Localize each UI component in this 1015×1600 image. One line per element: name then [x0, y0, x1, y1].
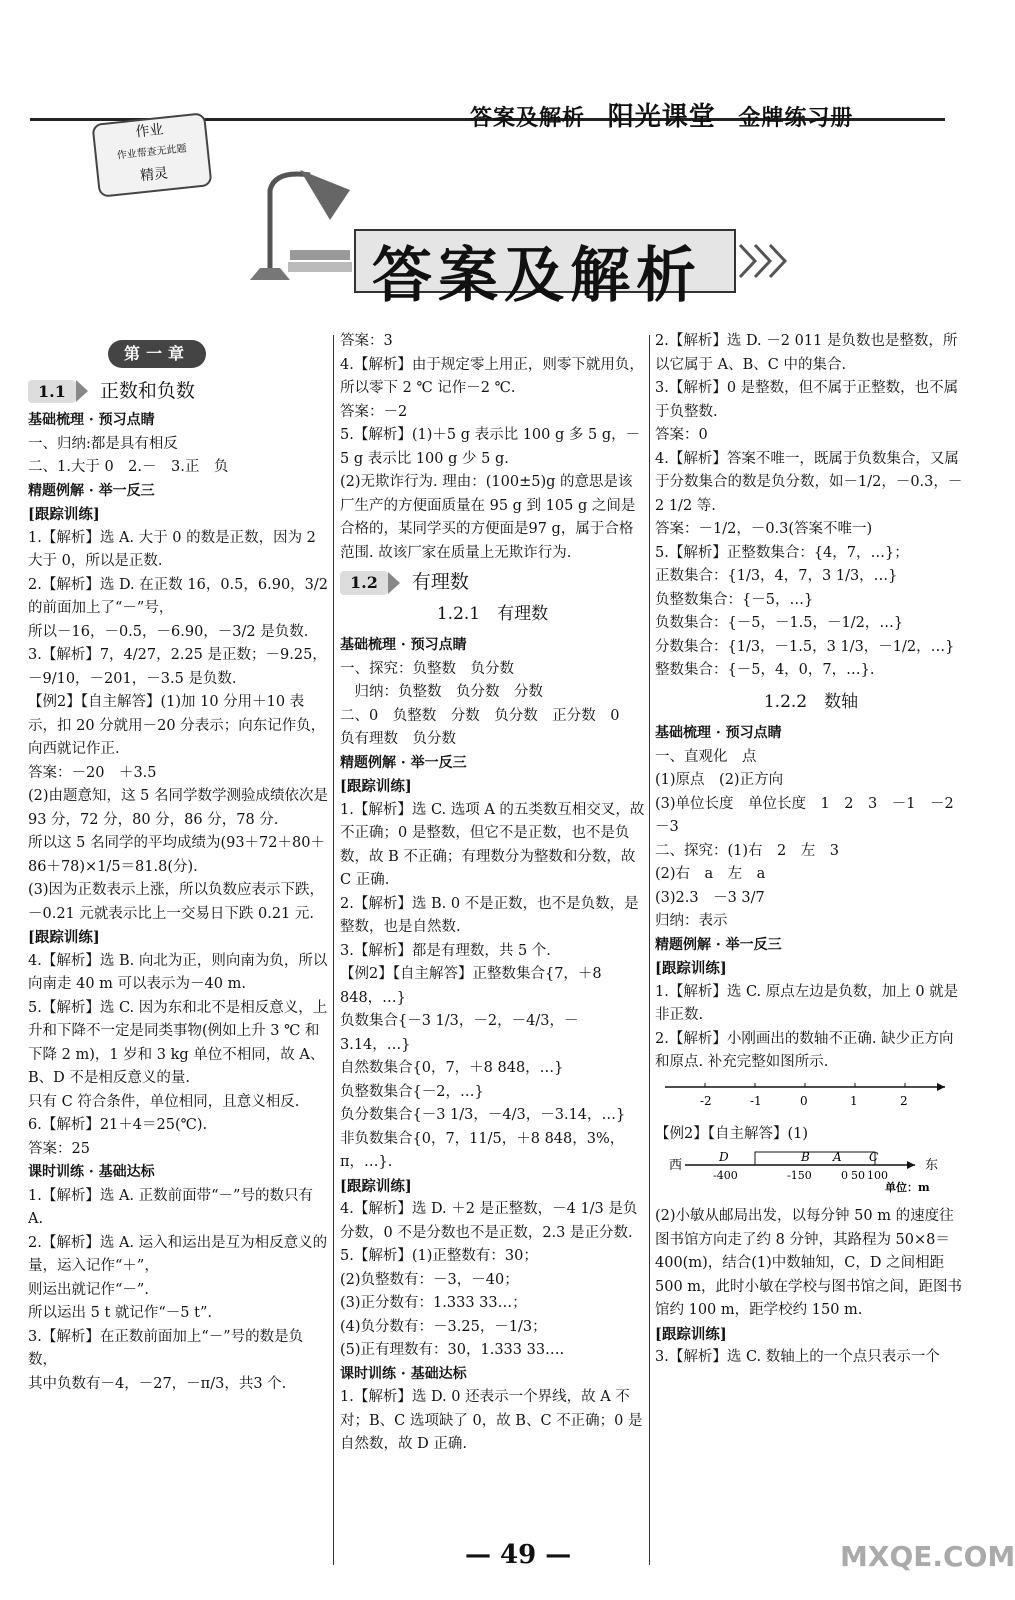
column-1 [28, 330, 328, 1396]
tick-label: -400 [713, 1168, 738, 1182]
point-label-a: A [833, 1149, 842, 1164]
answer-line: 其中负数有－4，－27，－π/3，共3 个. [28, 1375, 287, 1392]
logo-badge [91, 112, 212, 198]
subheading: 基础梳理 · 预习点睛 [655, 725, 782, 741]
answer-line: 整数集合：{－5，4，0，7，…}. [655, 662, 875, 678]
answer-line: (2)无欺诈行为. 理由：(100±5)g 的意思是该厂生产的方便面质量在 95 g 到 105 g 之间是合格的，某同学买的方便面是97 g，属于合格范围. 故该厂家在质量上无欺诈行为. [340, 474, 636, 561]
answer-line: 4.【解析】由于规定零上用正，则零下就用负，所以零下 2 ℃ 记作－2 ℃. [340, 356, 644, 396]
answer-line: 负整数集合{－2，…} [340, 1083, 484, 1100]
subheading: 课时训练 · 基础达标 [28, 1164, 155, 1180]
follow-label: [跟踪训练] [340, 778, 412, 795]
answer-line: 答案：－1/2，－0.3(答案不唯一) [655, 521, 873, 537]
subheading: 课时训练 · 基础达标 [340, 1365, 467, 1382]
tick-label: 50 [851, 1168, 865, 1182]
answer-line: 分数集合：{1/3，－1.5，3 1/3，－1/2，…} [655, 638, 955, 655]
answer-line: 所以运出 5 t 就记作“－5 t”. [28, 1305, 212, 1321]
answer-line: (5)正有理数有：30，1.333 33…. [340, 1342, 565, 1358]
answer-line: (3)2.3 －3 3/7 [655, 889, 765, 906]
answer-line: 2.【解析】选 B. 0 不是正数，也不是负数，是整数，也是自然数. [340, 895, 639, 935]
east-label: 东 [925, 1157, 939, 1173]
point-label-b: B [801, 1149, 810, 1164]
answer-line: (1)原点 (2)正方向 [655, 772, 784, 788]
answer-line: 【例2】【自主解答】(1) [655, 1126, 809, 1142]
answer-line: 自然数集合{0，7，＋8 848，…} [340, 1060, 564, 1076]
answer-line: 归纳：表示 [655, 913, 728, 929]
subheading: 精题例解 · 举一反三 [340, 754, 467, 771]
answer-line: 负整数集合：{－5，…} [655, 591, 814, 608]
section-name: 正数和负数 [99, 379, 195, 402]
answer-line: 一、直观化 点 [655, 748, 757, 765]
answer-line: 4.【解析】选 D. ＋2 是正整数，－4 1/3 是负分数，0 不是分数也不是正数，2.3 是正分数. [340, 1201, 638, 1241]
answer-line: 一、归纳:都是具有相反 [28, 435, 178, 452]
answer-line: 答案：3 [340, 333, 393, 349]
answer-line: 6.【解析】21＋4＝25(℃). [28, 1117, 208, 1133]
chapter-badge: 第一章 [108, 340, 206, 368]
running-header [470, 96, 853, 133]
answer-line: (2)右 a 左 a [655, 866, 766, 882]
header-right: 金牌练习册 [738, 105, 854, 131]
answer-line: 5.【解析】(1)正整数有：30； [340, 1248, 538, 1264]
follow-label: [跟踪训练] [340, 1177, 412, 1195]
answer-line: 1.【解析】选 A. 大于 0 的数是正数，因为 2 大于 0，所以是正数. [28, 529, 316, 569]
answer-line: (2)负整数有：－3，－40； [340, 1271, 519, 1288]
subsection-title: 1.2.2 数轴 [763, 691, 859, 712]
page-number: — 49 — [465, 1540, 572, 1570]
answer-line: 4.【解析】选 B. 向北为正，则向南为负，所以向南走 40 m 可以表示为－40 m. [28, 952, 328, 992]
answer-line: 负数集合：{－5，－1.5，－1/2，…} [655, 615, 904, 631]
answer-line: 2.【解析】小刚画出的数轴不正确. 缺少正方向和原点. 补充完整如图所示. [655, 1030, 954, 1070]
answer-line: 3.【解析】0 是整数，但不属于正整数，也不属于负整数. [655, 380, 959, 420]
unit-label: 单位：m [885, 1180, 930, 1194]
answer-line: 二、1.大于 0 2.－ 3.正 负 [28, 459, 229, 475]
point-label-d: D [719, 1149, 729, 1164]
tick-label: 100 [867, 1168, 888, 1182]
answer-line: 二、0 负整数 分数 负分数 正分数 0 负有理数 负分数 [340, 707, 634, 747]
answer-line: 所以这 5 名同学的平均成绩为(93＋72＋80＋86＋78)×1/5＝81.8(分). [28, 835, 325, 875]
point-label-c: C [869, 1149, 879, 1164]
follow-label: [跟踪训练] [28, 506, 100, 523]
answer-line: 一、探究：负整数 负分数 [340, 660, 514, 677]
logo-line1: 作业 [134, 121, 165, 141]
answer-line: 3.【解析】在正数前面加上“－”号的数是负数， [28, 1328, 304, 1368]
answer-line: 1.【解析】选 A. 正数前面带“－”号的数只有 A. [28, 1187, 313, 1227]
subheading: 基础梳理 · 预习点睛 [340, 637, 467, 653]
answer-line: (4)负分数有：－3.25，－1/3； [340, 1318, 547, 1335]
answer-line: 2.【解析】选 D. －2 011 是负数也是整数，所以它属于 A、B、C 中的集合. [655, 333, 958, 373]
header-center: 阳光课堂 [607, 102, 716, 132]
answer-line: 3.【解析】选 C. 数轴上的一个点只表示一个 [655, 1349, 940, 1365]
answer-line: 1.【解析】选 D. 0 还表示一个界线，故 A 不对；B、C 选项缺了 0，故 B、C 不正确；0 是自然数，故 D 正确. [340, 1389, 643, 1452]
header-left: 答案及解析 [470, 105, 586, 131]
watermark: MXQE.COM [840, 1540, 1015, 1573]
subsection-title: 1.2.1 有理数 [436, 603, 549, 624]
answer-line: 1.【解析】选 C. 原点左边是负数，加上 0 就是非正数. [655, 983, 959, 1023]
logo-line2: 作业帮查无此题 [116, 143, 188, 162]
answer-line: 2.【解析】选 D. 在正数 16，0.5，6.90，3/2 的前面加上了“－”号， [28, 576, 329, 616]
answer-line: 2.【解析】选 A. 运入和运出是互为相反意义的量，运入记作“＋”， [28, 1234, 328, 1274]
axis-tick-label: 2 [900, 1093, 908, 1108]
answer-line: (3)单位长度 单位长度 1 2 3 －1 －2 －3 [655, 795, 969, 835]
section-number: 1.2 [340, 571, 388, 595]
answer-line: 所以－16，－0.5，－6.90，－3/2 是负数. [28, 623, 309, 640]
answer-line: 5.【解析】选 C. 因为东和北不是相反意义，上升和下降不一定是同类事物(例如上升 3 ℃ 和下降 2 m)，1 岁和 3 kg 单位不相同，故 A、B、D 不是相反意义的量. [28, 999, 328, 1086]
subheading: 精题例解 · 举一反三 [655, 936, 782, 953]
axis-tick-label: 0 [800, 1093, 808, 1108]
answer-line: 4.【解析】答案不唯一，既属于负数集合，又属于分数集合的数是负分数，如－1/2，－0.3，－2 1/2 等. [655, 450, 963, 514]
answer-line: 5.【解析】(1)＋5 g 表示比 100 g 多 5 g，－5 g 表示比 100 g 少 5 g. [340, 427, 641, 467]
logo-line3: 精灵 [139, 165, 169, 185]
answer-line: 负数集合{－3 1/3，－2，－4/3，－3.14，…} [340, 1013, 579, 1053]
answer-line: 答案：25 [28, 1140, 90, 1157]
answer-line: 答案：0 [655, 427, 708, 443]
answer-line: 5.【解析】正整数集合：{4，7，…}； [655, 544, 909, 561]
number-line-figure-2 [655, 1147, 955, 1197]
west-label: 西 [669, 1157, 683, 1173]
section-1-1 [28, 380, 328, 404]
column-divider [333, 335, 334, 1565]
subheading: 基础梳理 · 预习点睛 [28, 412, 155, 428]
answer-line: 答案：－20 ＋3.5 [28, 764, 157, 781]
answer-line: 只有 C 符合条件，单位相同，且意义相反. [28, 1093, 300, 1110]
axis-tick-label: 1 [850, 1093, 858, 1108]
answer-line: 1.【解析】选 C. 选项 A 的五类数互相交叉，故不正确；0 是整数，但它不是正数，也不是负数，故 B 不正确；有理数分为整数和分数，故 C 正确. [340, 801, 645, 888]
number-line-figure-1 [655, 1075, 955, 1115]
answer-line: 答案：－2 [340, 403, 408, 420]
follow-label: [跟踪训练] [655, 960, 727, 977]
follow-label: [跟踪训练] [655, 1325, 727, 1343]
answer-line: (2)由题意知，这 5 名同学数学测验成绩依次是 93 分，72 分，80 分，86 分，78 分. [28, 788, 328, 828]
section-1-2 [340, 571, 645, 595]
subheading: 精题例解 · 举一反三 [28, 482, 155, 499]
answer-line: 3.【解析】7，4/27，2.25 是正数；－9.25，－9/10，－201，－3.5 是负数. [28, 647, 327, 687]
tick-label: -150 [787, 1168, 812, 1182]
answer-line: 【例2】【自主解答】正整数集合{7，＋8 848，…} [340, 966, 602, 1006]
section-number: 1.1 [28, 380, 76, 404]
answer-line: (3)正分数有：1.333 33…； [340, 1295, 527, 1311]
answer-line: 非负数集合{0，7，11/5，＋8 848，3%，π，…}. [340, 1130, 625, 1170]
answer-line: 3.【解析】都是有理数，共 5 个. [340, 942, 551, 959]
column-3 [655, 330, 967, 1370]
axis-tick-label: -1 [750, 1093, 762, 1108]
chevron-right-icon [388, 572, 400, 594]
column-divider [649, 335, 650, 1565]
axis-tick-label: -2 [700, 1093, 712, 1108]
tick-label: 0 [841, 1168, 848, 1182]
answer-line: (3)因为正数表示上涨，所以负数应表示下跌，－0.21 元就表示比上一交易日下跌 0.21 元. [28, 882, 325, 922]
page-title: 答案及解析 [372, 241, 702, 311]
chevron-right-icon [76, 380, 88, 402]
answer-line: 归纳：负整数 负分数 分数 [340, 684, 543, 700]
answer-line: (2)小敏从邮局出发，以每分钟 50 m 的速度往图书馆方向走了约 8 分钟，其路程为 50×8＝400(m)，结合(1)中数轴知，C，D 之间相距 500 m，此时小敏在学校与图书馆之间，距图书馆约 100 m，距学校约 150 m. [655, 1208, 963, 1318]
section-name: 有理数 [411, 571, 469, 593]
answer-line: 【例2】【自主解答】(1)加 10 分用＋10 表示，扣 20 分就用－20 分表示；向东记作负，向西就记作正. [28, 694, 326, 757]
answer-line: 则运出就记作“－”. [28, 1281, 149, 1298]
answer-line: 正数集合：{1/3，4，7，3 1/3，…} [655, 568, 898, 584]
follow-label: [跟踪训练] [28, 929, 100, 946]
answer-line: 二、探究：(1)右 2 左 3 [655, 842, 839, 859]
answer-line: 负分数集合{－3 1/3，－4/3，－3.14，…} [340, 1107, 626, 1123]
column-2 [340, 330, 645, 1457]
